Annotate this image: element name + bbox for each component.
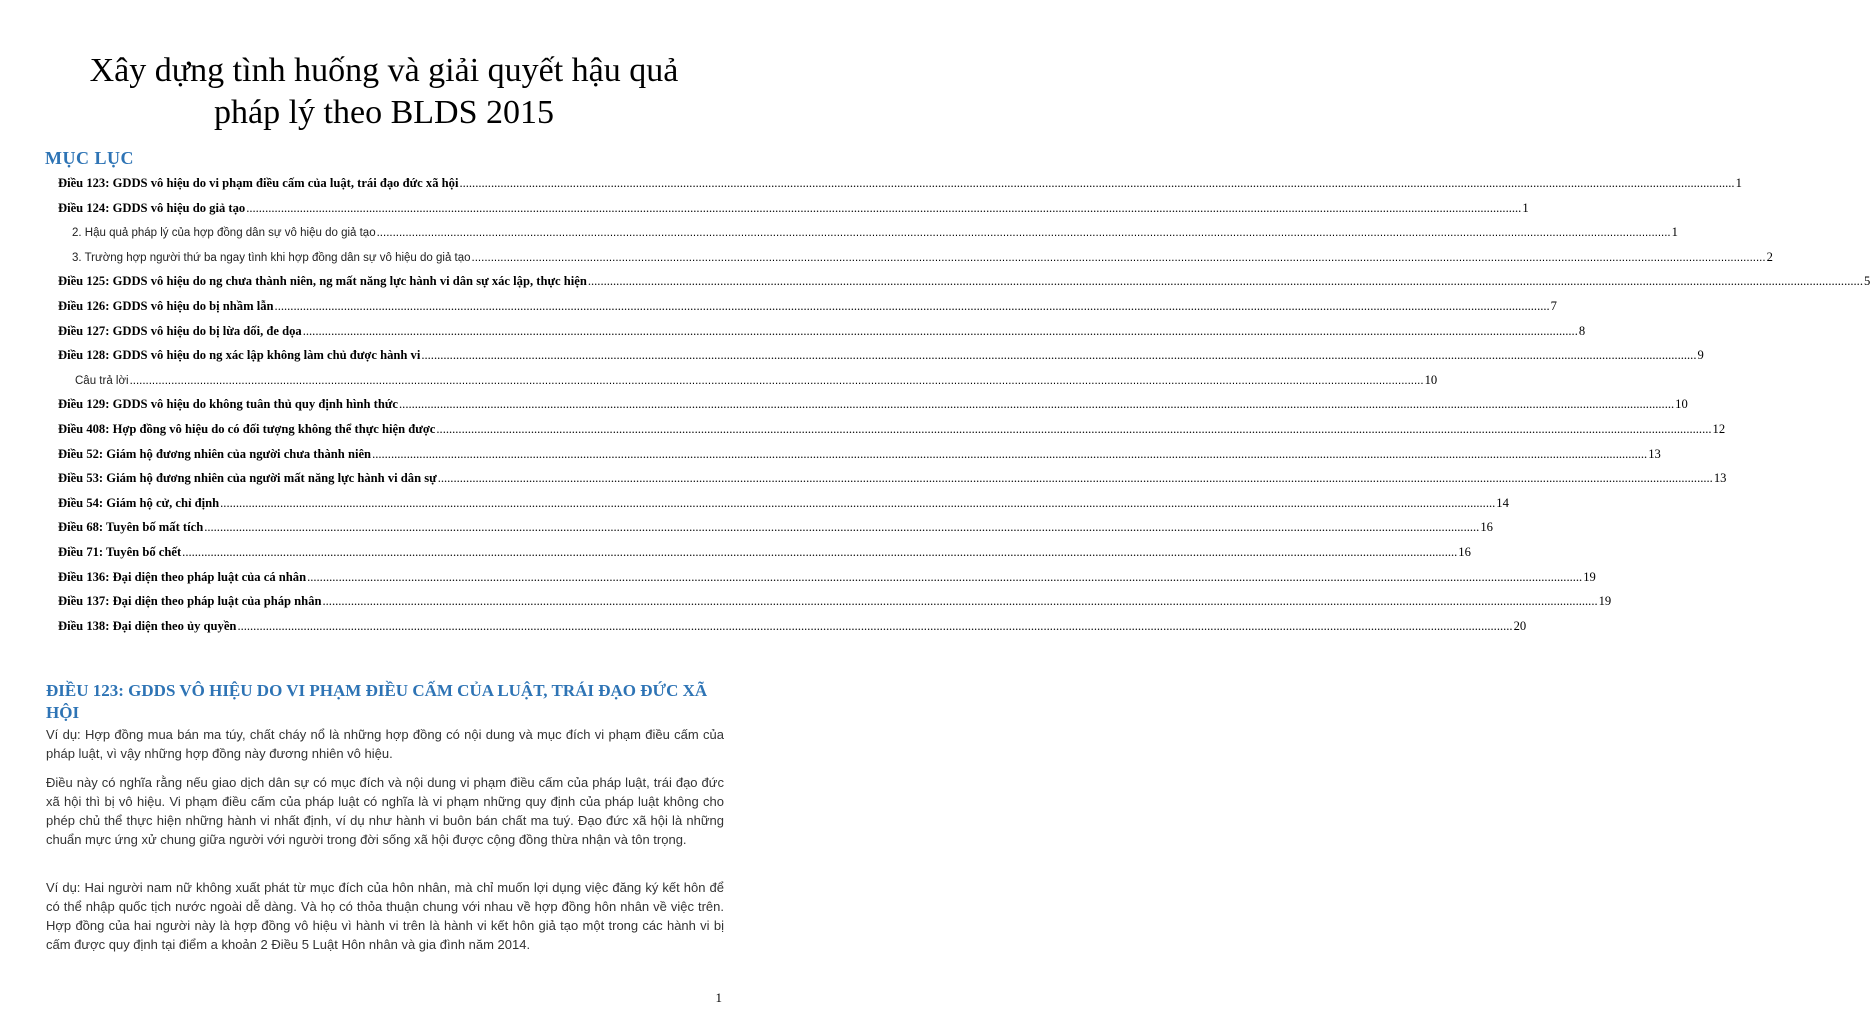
toc-heading: MỤC LỤC <box>45 148 134 168</box>
toc-page-number: 19 <box>1583 569 1596 584</box>
toc-item[interactable]: Điều 124: GDDS vô hiệu do giả tạo ..... 1 <box>58 196 722 221</box>
toc-item[interactable]: Điều 125: GDDS vô hiệu do ng chưa thành niên, ng mất năng lực hành vi dân sự xác lập, thực hiện ..... 5 <box>58 269 722 294</box>
toc-page-number: 16 <box>1458 544 1471 559</box>
toc-page-number: 12 <box>1712 421 1726 436</box>
toc-page-number: 5 <box>1863 274 1870 289</box>
section-heading: ĐIỀU 123: GDDS VÔ HIỆU DO VI PHẠM ĐIỀU CẤM CỦA LUẬT, TRÁI ĐẠO ĐỨC XÃ HỘI <box>46 681 708 722</box>
toc-page-number: 19 <box>1598 594 1612 609</box>
toc-item[interactable]: Điều 123: GDDS vô hiệu do vi phạm điều cấm của luật, trái đạo đức xã hội ..... 1 <box>58 171 722 196</box>
toc-subitem[interactable]: 2. Hậu quả pháp lý của hợp đồng dân sự vô hiệu do giả tạo ..... 1 <box>58 220 722 245</box>
toc-item[interactable]: Điều 71: Tuyên bố chết ..... 16 <box>58 540 722 565</box>
toc-item[interactable]: Điều 126: GDDS vô hiệu do bị nhầm lẫn ..... 7 <box>58 294 722 319</box>
toc-item[interactable]: Điều 408: Hợp đồng vô hiệu do có đối tượng không thể thực hiện được ..... 12 <box>58 417 722 442</box>
toc-page-number: 16 <box>1480 520 1493 535</box>
toc-page-number: 10 <box>1675 397 1688 412</box>
body-paragraph: Điều này có nghĩa rằng nếu giao dịch dân sự có mục đích và nội dung vi phạm điều cấm của pháp luật, trái đạo đức xã hội thì bị vô hiệu. Vi phạm điều cấm của pháp luật có nghĩa là vi phạm những quy định của pháp luật không cho phép chủ thể thực hiện những hành vi nhất định, ví dụ như hành vi buôn bán chất ma tuý. Đạo đức xã hội là những chuẩn mực ứng xử chung giữa người với người trong đời sống xã hội được cộng đồng thừa nhận và tôn trọng. <box>46 775 724 847</box>
toc-item[interactable]: Điều 137: Đại diện theo pháp luật của pháp nhân ..... 19 <box>58 589 722 614</box>
document-title <box>20 50 748 134</box>
toc-page-number: 13 <box>1648 446 1661 461</box>
toc-page-number: 1 <box>1522 200 1529 215</box>
toc-page-number: 1 <box>1735 176 1742 190</box>
document-title-line1: Xây dựng tình huống và giải quyết hậu quả <box>89 52 679 89</box>
toc-page-number: 9 <box>1697 348 1704 363</box>
document-title-line2: pháp lý theo BLDS 2015 <box>214 94 554 131</box>
toc-subitem[interactable]: 3. Trường hợp người thứ ba ngay tình khi hợp đồng dân sự vô hiệu do giả tạo ..... 2 <box>58 245 722 270</box>
toc-page-number: 13 <box>1713 471 1727 486</box>
body-paragraph: Ví dụ: Hai người nam nữ không xuất phát từ mục đích của hôn nhân, mà chỉ muốn lợi dụng việc đăng ký kết hôn để có thể nhập quốc tịch nước ngoài dễ dàng. Và họ có thỏa thuận chung với nhau về hợp đồng hôn nhân về việc trên. Hợp đồng của hai người này là hợp đồng vô hiệu vì hành vi trên là hành vi kết hôn giả tạo một trong các hành vi bị cấm được quy định tại điểm a khoản 2 Điều 5 Luật Hôn nhân và gia đình năm 2014. <box>46 880 724 952</box>
toc-item[interactable]: Điều 129: GDDS vô hiệu do không tuân thủ quy định hình thức ..... 10 <box>58 392 722 417</box>
body-paragraph: Ví dụ: Hợp đồng mua bán ma túy, chất cháy nổ là những hợp đồng có nội dung và mục đích vi phạm điều cấm của pháp luật, vì vậy những hợp đồng này đương nhiên vô hiệu. <box>46 727 724 761</box>
toc-page-number: 20 <box>1513 618 1527 633</box>
toc-item[interactable]: Điều 68: Tuyên bố mất tích ..... 16 <box>58 515 722 540</box>
toc-page-number: 8 <box>1578 323 1586 338</box>
toc-page-number: 10 <box>1424 372 1438 387</box>
toc-item[interactable]: Điều 138: Đại diện theo ủy quyền ..... 20 <box>58 614 722 639</box>
toc-item[interactable]: Điều 53: Giám hộ đương nhiên của người mất năng lực hành vi dân sự ..... 13 <box>58 466 722 491</box>
toc-item[interactable]: Điều 136: Đại diện theo pháp luật của cá nhân ..... 19 <box>58 565 722 590</box>
toc-page-number: 1 <box>1671 225 1678 240</box>
toc-page-number: 14 <box>1496 495 1509 510</box>
toc-item[interactable]: Điều 127: GDDS vô hiệu do bị lừa dối, đe dọa ..... 8 <box>58 319 722 344</box>
table-of-contents <box>58 171 1870 638</box>
toc-subitem[interactable]: Câu trả lời ..... 10 <box>58 368 722 393</box>
page-number: 1 <box>715 990 722 1005</box>
toc-item[interactable]: Điều 54: Giám hộ cử, chỉ định ..... 14 <box>58 491 722 516</box>
toc-page-number: 2 <box>1766 249 1773 264</box>
toc-page-number: 7 <box>1550 298 1557 313</box>
toc-item[interactable]: Điều 128: GDDS vô hiệu do ng xác lập không làm chủ được hành vi ..... 9 <box>58 343 722 368</box>
toc-item[interactable]: Điều 52: Giám hộ đương nhiên của người chưa thành niên ..... 13 <box>58 442 722 467</box>
